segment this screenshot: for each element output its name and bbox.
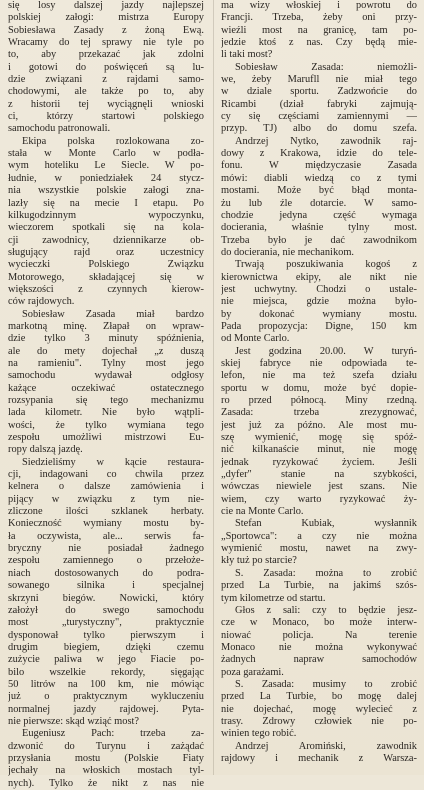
text-line: jest uchwytny. Chodzi o ustale- <box>221 283 417 295</box>
text-line: Zasada: trzeba zrezygnować, <box>221 407 417 419</box>
text-line: wości, że tylko wymiana tego <box>8 419 204 431</box>
text-line: zużycie paliwa w jego Fiacie po- <box>8 654 204 666</box>
text-line: we, żeby Marufll nie miał tego <box>221 74 417 86</box>
text-line: w dziale sportu. Zadzwońcie do <box>221 86 417 98</box>
text-line: nych). Tylko że nikt z nas nie <box>8 777 204 789</box>
text-line: Sobiesława Zasady z żoną Ewą. <box>8 24 204 36</box>
text-line: jednak ryzykować życiem. Jeśli <box>221 456 417 468</box>
text-line: winien tego robić. <box>221 728 297 740</box>
text-line: jest już za późno. Ale most mu- <box>221 419 417 431</box>
text-line: niować policja. Na terenie <box>221 629 417 641</box>
text-line: ła oczywista, ale... serwis fa- <box>8 530 204 542</box>
text-line: Motorowego, składającej się w <box>8 271 204 283</box>
text-line: fonu. W międzyczasie Zasada <box>221 160 417 172</box>
text-line: wieczorem spotkali się na kola- <box>8 222 204 234</box>
text-line: cji, indagowani co chwila przez <box>8 469 204 481</box>
text-line: zespołu umożliwi mistrzowi Eu- <box>8 432 204 444</box>
text-line: lefon, nie ma też szefa działu <box>221 370 417 382</box>
text-line: Jest godzina 20.00. W turyń- <box>235 345 417 357</box>
text-line: tym kilometrze od startu. <box>221 592 326 604</box>
text-line: Głos z sali: czy to będzie jesz- <box>235 604 417 616</box>
column-divider <box>213 0 214 775</box>
text-line: bilo wszelkie rekordy, sięgając <box>8 666 204 678</box>
text-line: Trzeba było je dać zawodnikom <box>221 234 417 246</box>
text-line: Pada propozycja: Digne, 150 km <box>221 320 417 332</box>
text-line: łudnie, w poniedziałek 24 stycz- <box>8 172 204 184</box>
text-line: by dokonać wymiany mostu. <box>221 308 417 320</box>
text-line: cze w Monaco, bo może interw- <box>221 617 417 629</box>
text-line: rozsypania się tego mechanizmu <box>8 395 204 406</box>
text-line: mówi: diabli wiedzą co z tymi <box>221 172 417 184</box>
text-line: Andrzej Aromiński, zawodnik <box>235 740 417 752</box>
text-line: każące oczekiwać ostatecznego <box>8 382 204 394</box>
text-line: cy się częściami zamiennymi — <box>221 111 417 123</box>
article-column-right <box>221 0 417 765</box>
text-line: samochodu wydawał odgłosy <box>8 370 204 382</box>
text-line: mostami. Może być błąd monta- <box>221 185 417 197</box>
text-line: bryczny nie posiadał żadnego <box>8 543 204 555</box>
text-line: trasy. Zdrowy człowiek nie po- <box>221 715 417 727</box>
text-line: na ramieniu". Tylny most jego <box>8 357 204 369</box>
text-line: żadnych napraw samochodów <box>221 654 417 666</box>
text-line: niach dostosowanych do podra- <box>8 567 204 579</box>
text-line: nie dojechać, mogę wylecieć z <box>221 703 417 715</box>
text-line: nie miejsca, gdzie można było- <box>221 296 417 308</box>
text-line: przyp. TJ) albo do domu szefa. <box>221 123 417 135</box>
text-line: cie na Monte Carlo. <box>221 506 304 518</box>
text-line: S. Zasada: musimy to zrobić <box>235 678 417 690</box>
text-line: nia wszystkie polskie załogi zna- <box>8 185 204 197</box>
text-line: S. Zasada: można to zrobić <box>235 567 417 579</box>
text-line: żu lub źle dotarcie. W samo- <box>221 197 417 209</box>
text-line: markotną minę. Złapał on wpraw- <box>8 320 204 332</box>
text-line: jedzie ktoś z nas. Czy będą mie- <box>221 37 417 49</box>
text-line: ców rajdowych. <box>8 296 75 308</box>
text-line: dzwonić do Turynu i zażądać <box>8 740 204 752</box>
text-line: ropy dalszą jazdę. <box>8 444 83 456</box>
text-line: zespołu zamiennego o przełoże- <box>8 555 204 567</box>
text-line: sługujący rajd oraz uczestnicy <box>8 246 204 258</box>
text-line: przysłania mostu (Polskie Fiaty <box>8 752 204 764</box>
text-line: wówczas niewiele jest szans. Nie <box>221 481 417 493</box>
text-line: wieźli most na granicę, tam po- <box>221 24 417 36</box>
text-line: stała w Monte Carlo w podła- <box>8 148 204 160</box>
text-line: i gotowi do poświęceń są lu- <box>8 61 204 73</box>
text-line: dysponował tylko pierwszym i <box>8 629 204 641</box>
text-line: poza garażami. <box>221 666 284 678</box>
text-line: skiej fabryce nie odpowiada te- <box>221 357 417 369</box>
text-line: pijący w związku z tym nie- <box>8 493 204 505</box>
text-line: do docierania, nie mechanikom. <box>221 246 355 258</box>
text-line: dowy z Krakowa, idzie do tele- <box>221 148 417 160</box>
text-line: się losy dalszej jazdy najlepszej <box>8 0 204 11</box>
text-line: Siedzieliśmy w kącie restaura- <box>22 456 204 468</box>
text-line: Ekipa polska rozlokowana zo- <box>22 135 204 147</box>
text-line: docierania, właśnie tylny most. <box>221 222 417 234</box>
article-column-left <box>8 0 204 790</box>
text-line: przed La Turbie, bo mogę dalej <box>221 691 417 703</box>
text-line: „dyfer" stanie na szybkości, <box>221 469 417 481</box>
text-line: most „turystyczny", praktycznie <box>8 617 204 629</box>
text-line: samochodu patronowali. <box>8 123 111 135</box>
text-line: dzie związani z rajdami samo- <box>8 74 204 86</box>
text-line: kierownictwa ekipy, ale nikt nie <box>221 271 417 283</box>
text-line: chodowymi, ale także po to, aby <box>8 86 204 98</box>
text-line: ro przed północą. Miny rzedną. <box>221 395 417 406</box>
text-line: Francji. Trzeba, żeby oni przy- <box>221 12 417 24</box>
text-line: wiem, czy warto ryzykować ży- <box>221 493 417 505</box>
text-line: 50 litrów na 100 km, nie mówiąc <box>8 678 204 690</box>
text-line: normalnej jazdy rajdowej. Pyta- <box>8 703 204 715</box>
text-line: „Sportowca": a czy nie można <box>221 530 417 542</box>
text-line: kelnera o dalsze zamówienia i <box>8 481 204 493</box>
text-line: cji zawodnicy, dziennikarze ob- <box>8 234 204 246</box>
text-line: sportu w domu, może być dopie- <box>221 382 417 394</box>
text-line: od Monte Carlo. <box>221 333 290 345</box>
text-line: z historii tej wyciągnęli wnioski <box>8 98 204 110</box>
text-line: kilkugodzinnym wypoczynku, <box>8 209 204 221</box>
text-line: Trwają poszukiwania kogoś z <box>235 259 417 271</box>
text-line: chodzie jedyna część wymaga <box>221 209 417 221</box>
text-line: ci, którzy startowi polskiego <box>8 111 204 123</box>
text-line: drugim biegiem, dzięki czemu <box>8 641 204 653</box>
text-line: wymienić mostu, nawet na zwy- <box>221 543 417 555</box>
text-line: przed La Turbie, na jakimś szós- <box>221 580 417 592</box>
text-line: sowanego silnika i specjalnej <box>8 580 204 592</box>
text-line: li taki most? <box>221 49 273 61</box>
text-line: Sobiesław Zasada miał bardzo <box>22 308 204 320</box>
text-line: Monaco nie można wykonywać <box>221 641 417 653</box>
text-line: szę wymienić, mogę się spóź- <box>221 432 417 444</box>
text-line: ale do mety dojechał „z duszą <box>8 345 204 357</box>
text-line: polskiej załogi: mistrza Europy <box>8 12 204 24</box>
text-line: większości z czynnych kierow- <box>8 283 204 295</box>
text-line: lazły się na mecie I etapu. Po <box>8 197 204 209</box>
text-line: Konieczność wymiany mostu by- <box>8 518 204 530</box>
text-line: rajdowy i mechanik z Warsza- <box>221 752 417 764</box>
text-line: Andrzej Nytko, zawodnik raj- <box>235 135 417 147</box>
text-line: wym hoteliku Le Siecle. W po- <box>8 160 204 172</box>
text-line: Stefan Kubiak, wysłannik <box>235 518 417 530</box>
text-line: wycieczki Polskiego Związku <box>8 259 204 271</box>
text-line: Eugeniusz Pach: trzeba za- <box>22 728 204 740</box>
text-line: Sobiesław Zasada: niemożli- <box>235 61 417 73</box>
text-line: nie pierwsze: skąd wziąć most? <box>8 715 139 727</box>
text-line: ma wizy włoskiej i powrotu do <box>221 0 417 11</box>
text-line: to, aby przekazać jak zdolni <box>8 49 204 61</box>
text-line: skrzyni biegów. Nowicki, który <box>8 592 204 604</box>
text-line: założył do swego samochodu <box>8 604 204 616</box>
text-line: zliczone ilości szklanek herbaty. <box>8 506 204 518</box>
text-line: dzie tylko 3 minuty spóźnienia, <box>8 333 204 345</box>
text-line: jechały na włoskich mostach tyl- <box>8 765 204 777</box>
text-line: lada kilometr. Nie było wątpli- <box>8 407 204 419</box>
text-line: kły tuż po starcie? <box>221 555 297 567</box>
text-line: Ricambi (dział fabryki zajmują- <box>221 98 417 110</box>
text-line: Wracamy do tej sprawy nie tyle po <box>8 37 204 49</box>
text-line: nić kilkanaście minut, nie mogę <box>221 444 417 456</box>
text-line: już o praktycznym wykluczeniu <box>8 691 204 703</box>
